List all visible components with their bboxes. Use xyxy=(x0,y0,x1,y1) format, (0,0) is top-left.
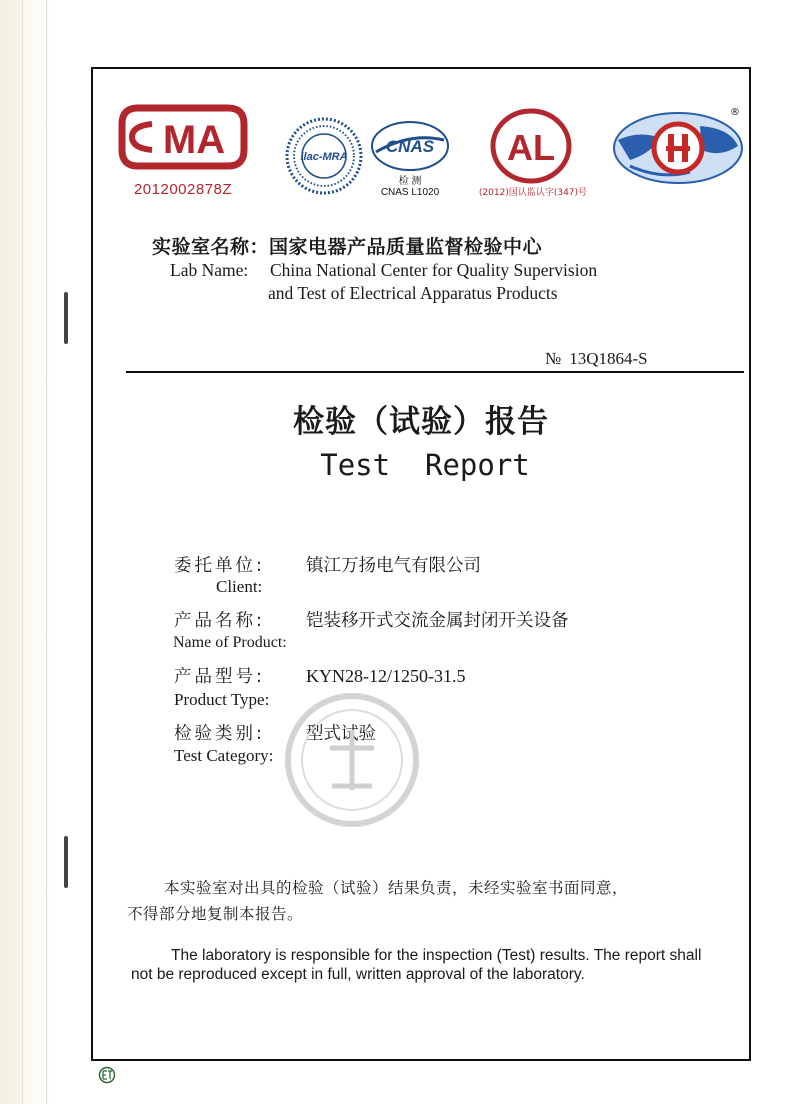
binder-mark xyxy=(64,836,68,888)
report-title-en: Test Report xyxy=(320,448,530,482)
field-test-category-value: 型式试验 xyxy=(306,724,376,744)
cnas-caption-en: CNAS L1020 xyxy=(380,187,440,198)
field-test-category-label-en: Test Category: xyxy=(174,746,274,765)
field-client-label: 委托单位: xyxy=(174,556,265,576)
report-title-cn: 检验（试验）报告 xyxy=(293,404,549,440)
lab-name-cn: 实验室名称：国家电器产品质量监督检验中心 xyxy=(152,236,543,258)
field-client-value: 镇江万扬电气有限公司 xyxy=(306,556,481,576)
statement-cn-line2: 不得部分地复制本报告。 xyxy=(127,905,304,923)
statement-en-line2: not be reproduced except in full, written approval of the laboratory. xyxy=(131,966,585,983)
page-edge-line xyxy=(46,0,47,1104)
registered-mark: ® xyxy=(730,107,740,118)
report-number xyxy=(545,349,648,369)
field-product-type-label-en: Product Type: xyxy=(174,690,270,709)
field-product-type-label: 产品型号: xyxy=(174,667,265,687)
cma-certificate-number: 2012002878Z xyxy=(133,181,233,198)
lab-name-en-line2: and Test of Electrical Apparatus Products xyxy=(268,283,558,303)
field-product-name-value: 铠装移开式交流金属封闭开关设备 xyxy=(306,611,569,631)
lab-name-label-en: Lab Name: xyxy=(170,260,249,280)
statement-cn-line1: 本实验室对出具的检验（试验）结果负责，未经实验室书面同意， xyxy=(164,879,629,897)
header-divider xyxy=(126,371,744,373)
cma-letters: MA xyxy=(162,118,226,162)
field-client-label-en: Client: xyxy=(216,577,263,596)
field-product-type-value: KYN28-12/1250-31.5 xyxy=(306,666,466,686)
cnas-text: CNAS xyxy=(385,137,435,156)
binder-mark xyxy=(64,292,68,344)
number-symbol: № xyxy=(545,349,562,368)
globe-seal-logo-icon xyxy=(610,110,746,186)
statement-en-line1: The laboratory is responsible for the inspection (Test) results. The report shall xyxy=(171,947,702,964)
page-edge-line xyxy=(22,0,23,1104)
field-client xyxy=(174,552,481,577)
report-number-value: 13Q1864-S xyxy=(569,349,648,368)
cnas-caption-cn: 检 测 xyxy=(398,176,422,187)
ilac-mra-logo-icon xyxy=(284,116,364,196)
embossed-seal-icon xyxy=(282,690,422,830)
cnas-logo-icon xyxy=(370,118,450,176)
lab-name-en-text1: China National Center for Quality Supervision xyxy=(270,260,598,280)
cnas-caption xyxy=(365,176,455,198)
field-test-category-label: 检验类别: xyxy=(174,724,265,744)
page-left-edge xyxy=(0,0,56,1104)
et-mark-icon xyxy=(98,1066,116,1084)
field-product-name-label: 产品名称: xyxy=(174,611,265,631)
ilac-text: ilac-MRA xyxy=(300,151,348,163)
field-product-name-label-en: Name of Product: xyxy=(173,634,287,651)
al-logo-icon xyxy=(490,108,572,184)
field-product-type xyxy=(174,663,466,688)
cma-logo-icon xyxy=(118,104,248,170)
al-letters: AL xyxy=(507,127,555,168)
field-product-name xyxy=(174,607,569,632)
lab-name-en-line1 xyxy=(170,260,597,281)
al-accreditation-caption: (2012)国认监认字(347)号 xyxy=(478,188,588,198)
